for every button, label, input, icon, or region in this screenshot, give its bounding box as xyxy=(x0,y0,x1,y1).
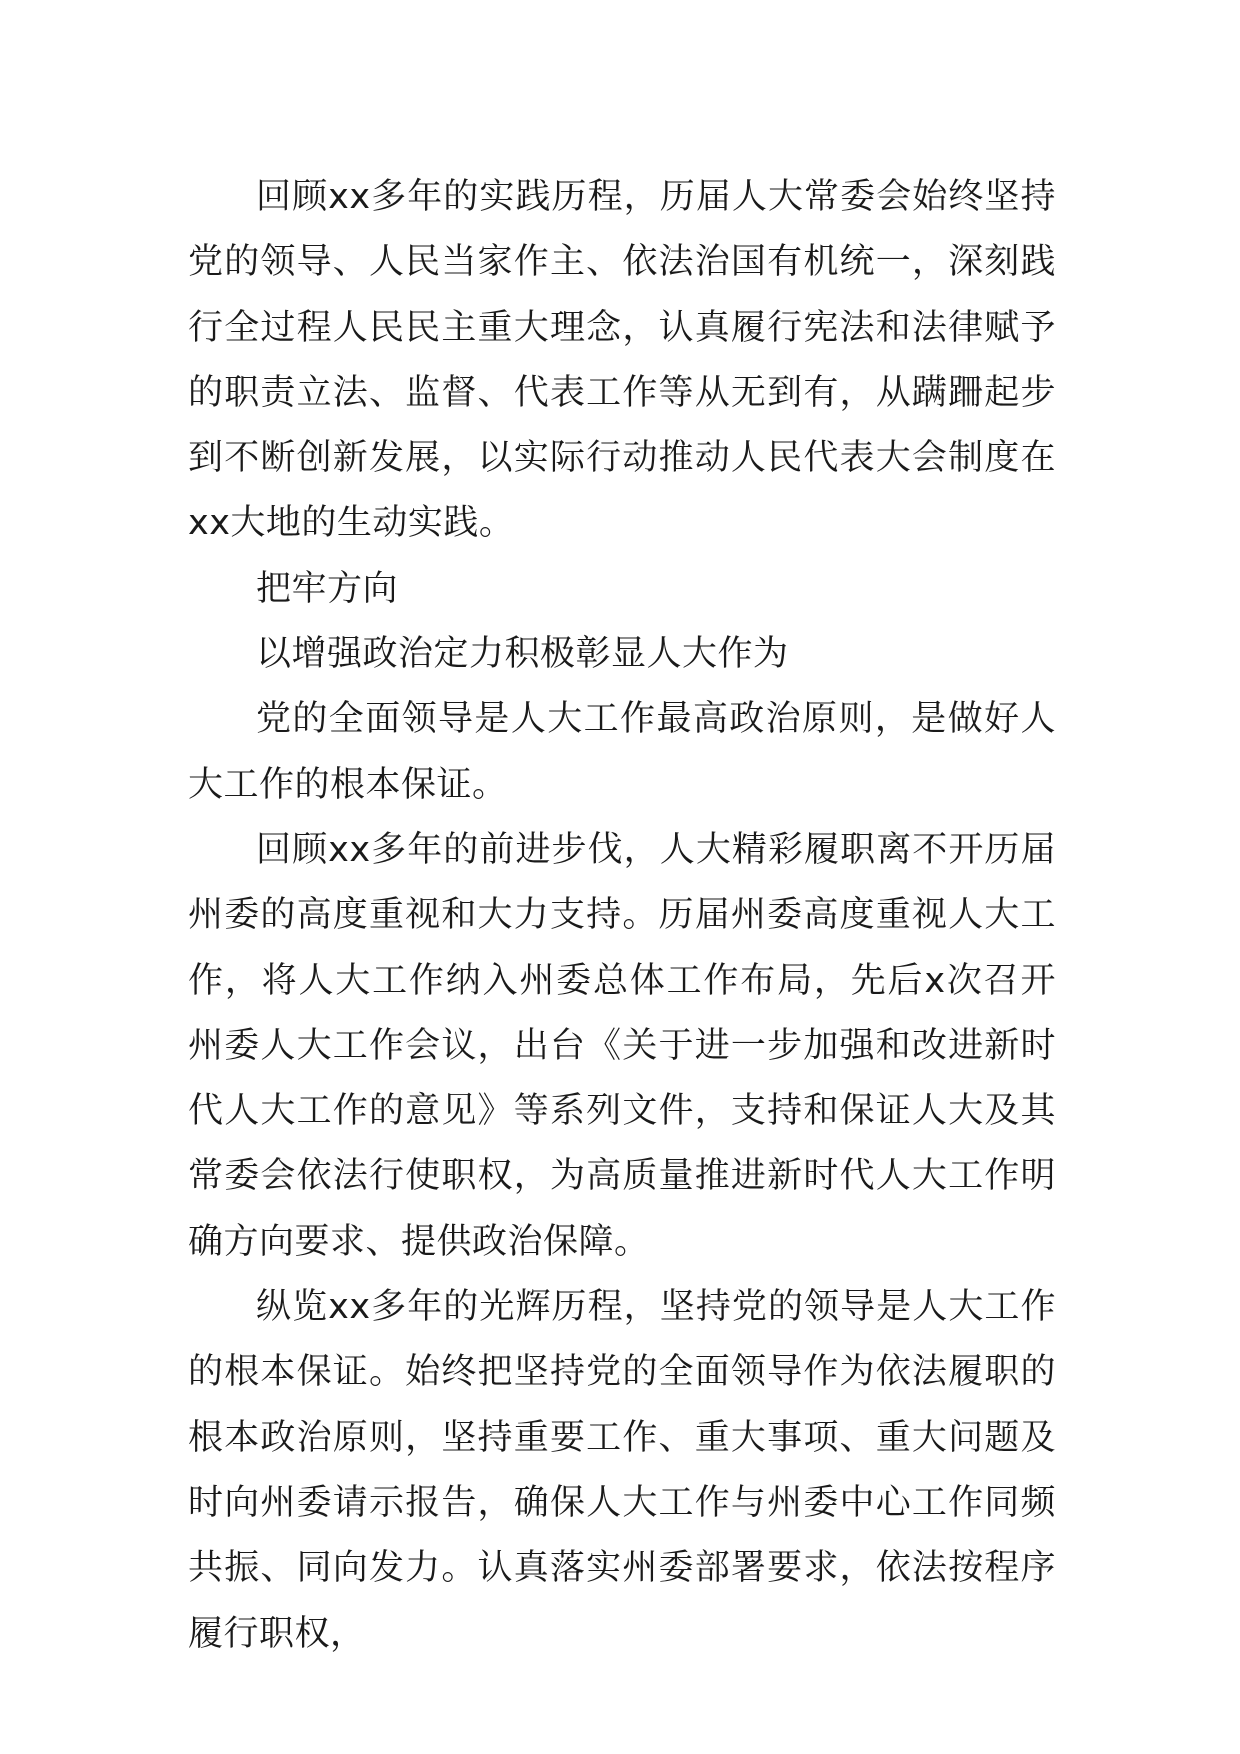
paragraph-practice-history: 回顾xx多年的实践历程，历届人大常委会始终坚持党的领导、人民当家作主、依法治国有机统一，深刻践行全过程人民民主重大理念，认真履行宪法和法律赋予的职责立法、监督、代表工作等从无到有，从蹒跚起步到不断创新发展，以实际行动推动人民代表大会制度在xx大地的生动实践。 xyxy=(188,177,1056,544)
paragraph-progress-review: 回顾xx多年的前进步伐，人大精彩履职离不开历届州委的高度重视和大力支持。历届州委高度重视人大工作，将人大工作纳入州委总体工作布局，先后x次召开州委人大工作会议，出台《关于进一步加强和改进新时代人大工作的意见》等系列文件，支持和保证人大及其常委会依法行使职权，为高质量推进新时代人大工作明确方向要求、提供政治保障。 xyxy=(188,829,1056,1262)
section-subheading: 以增强政治定力积极彰显人大作为 xyxy=(256,634,789,675)
paragraph-party-leadership: 党的全面领导是人大工作最高政治原则，是做好人大工作的根本保证。 xyxy=(188,699,1056,805)
paragraph-glorious-history: 纵览xx多年的光辉历程，坚持党的领导是人大工作的根本保证。始终把坚持党的全面领导作为依法履职的根本政治原则，坚持重要工作、重大事项、重大问题及时向州委请示报告，确保人大工作与州委中心工作同频共振、同向发力。认真落实州委部署要求，依法按程序履行职权， xyxy=(188,1287,1056,1654)
document-body xyxy=(188,165,1056,1667)
section-heading: 把牢方向 xyxy=(256,568,399,609)
